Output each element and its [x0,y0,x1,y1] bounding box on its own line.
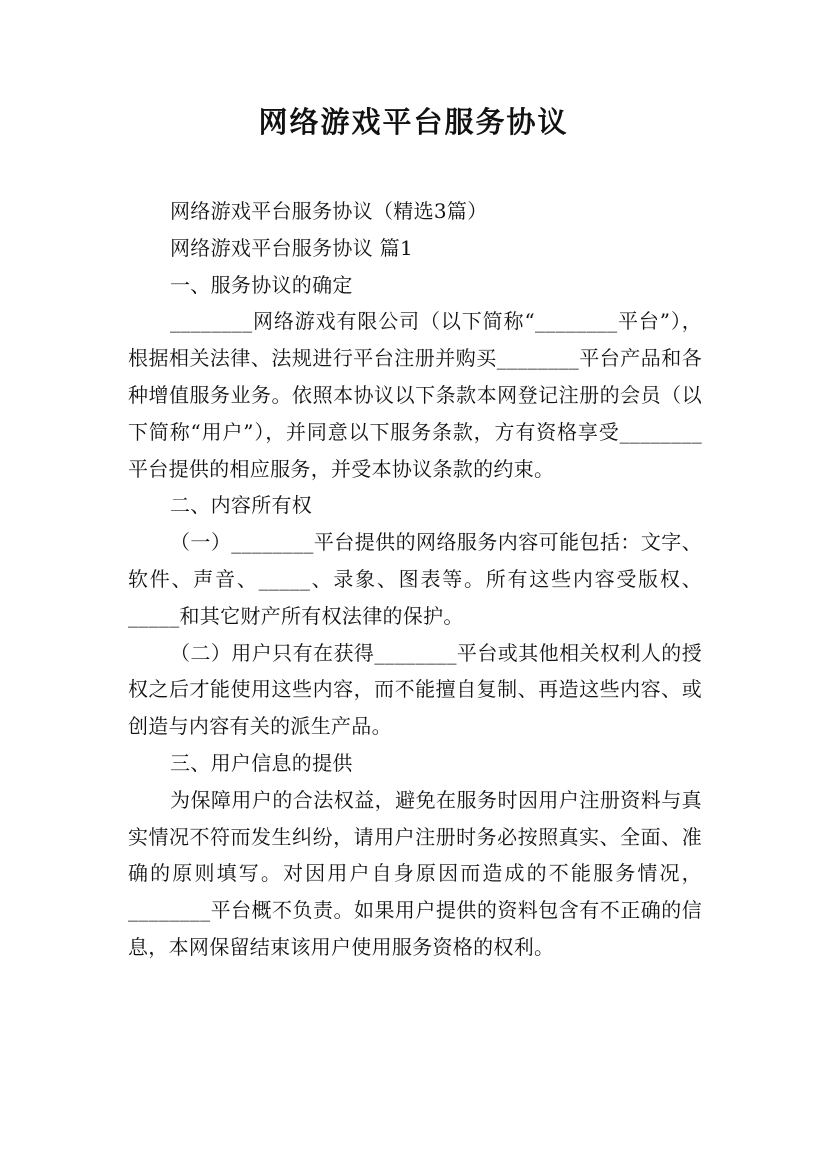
section-heading: 网络游戏平台服务协议 篇1 [170,235,413,260]
body-paragraph: 为保障用户的合法权益，避免在服务时因用户注册资料与真实情况不符而发生纠纷，请用户注册时务必按照真实、全面、准确的原则填写。对因用户自身原因而造成的不能服务情况，________平台概不负责。如果用户提供的资料包含有不正确的信息，本网保留结束该用户使用服务资格的权利。 [128,787,702,959]
clause-heading: 二、内容所有权 [170,493,313,518]
body-paragraph: （一）________平台提供的网络服务内容可能包括：文字、软件、声音、_____、录象、图表等。所有这些内容受版权、_____和其它财产所有权法律的保护。 [128,530,702,628]
body-paragraph: ________网络游戏有限公司（以下简称“________平台”），根据相关法律、法规进行平台注册并购买________平台产品和各种增值服务业务。依照本协议以下条款本网登记注册的会员（以下简称“用户”），并同意以下服务条款，方有资格享受________平台提供的相应服务，并受本协议条款的约束。 [128,309,702,481]
clause-heading: 一、服务协议的确定 [170,272,353,297]
document-body [128,193,702,966]
subtitle: 网络游戏平台服务协议（精选3篇） [170,199,488,223]
clause-heading: 三、用户信息的提供 [170,750,353,775]
document-title: 网络游戏平台服务协议 [258,105,569,139]
body-paragraph: （二）用户只有在获得________平台或其他相关权利人的授权之后才能使用这些内容，而不能擅自复制、再造这些内容、或创造与内容有关的派生产品。 [128,640,702,739]
